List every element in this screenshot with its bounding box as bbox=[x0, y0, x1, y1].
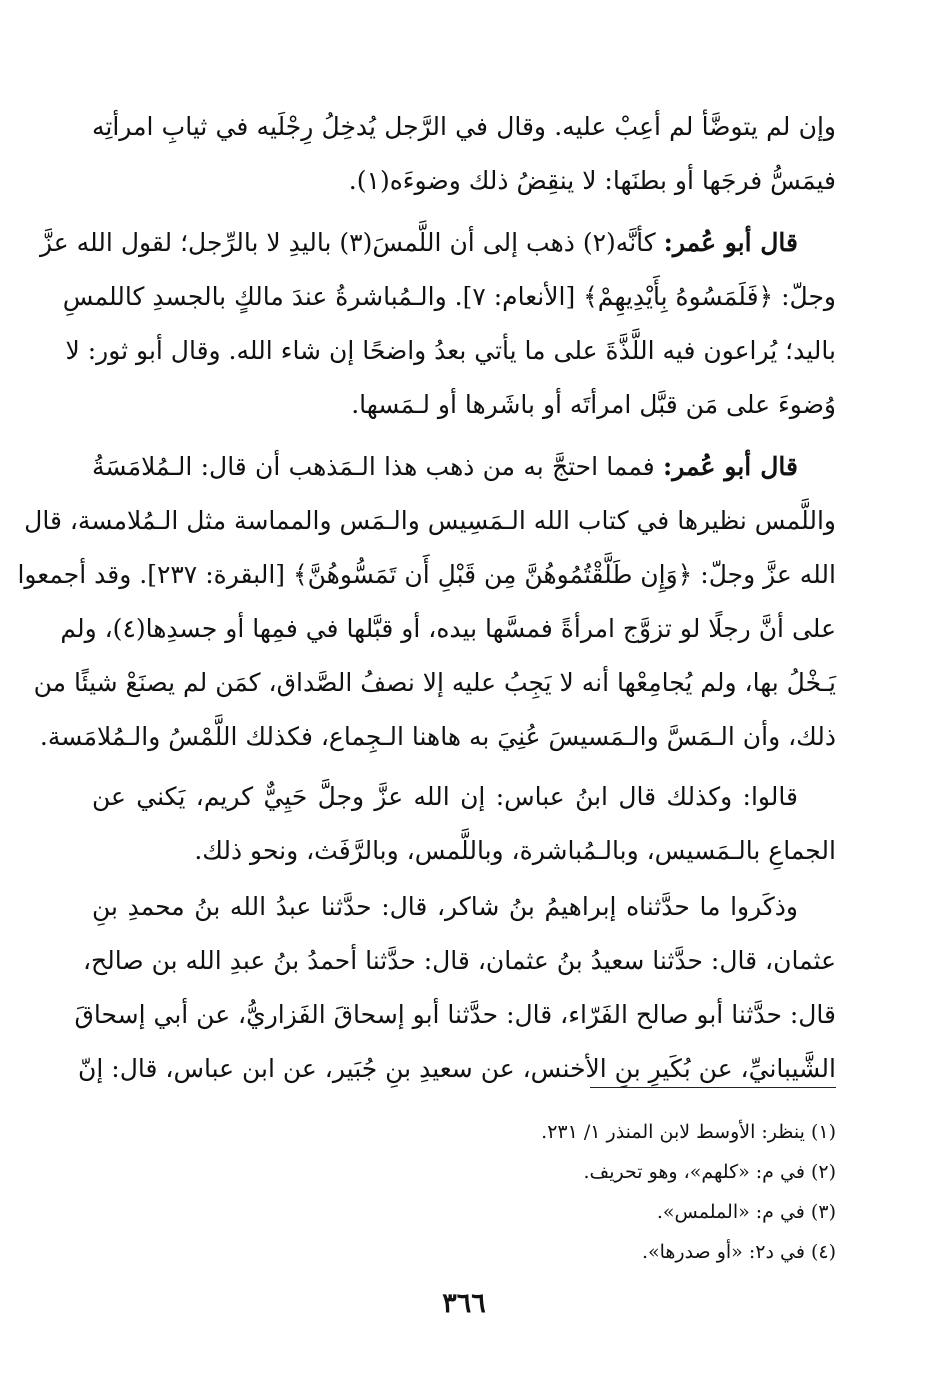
page-number: ٣٦٦ bbox=[442, 1288, 486, 1319]
footnote: (٤) في د٢: «أو صدرها». bbox=[641, 1241, 836, 1263]
text-line bbox=[39, 216, 836, 270]
text-line: الله عزَّ وجلّ: ﴿وَإِن طَلَّقْتُمُوهُنَّ مِن قَبْلِ أَن تَمَسُّوهُنَّ﴾ [البقرة: ٢٣٧]. وقد أجمعوا bbox=[17, 560, 836, 589]
text-line: وإن لم يتوضَّأ لم أعِبْ عليه. وقال في الرَّجل يُدخِلُ رِجْلَيه في ثيابِ امرأتِه bbox=[92, 112, 836, 141]
paragraph bbox=[39, 216, 836, 432]
footnote: (١) ينظر: الأوسط لابن المنذر ١/ ٢٣١. bbox=[541, 1121, 836, 1143]
paragraph bbox=[17, 440, 836, 764]
text-line: ذلك، وأن الـمَسَّ والـمَسيسَ عُنِيَ به هاهنا الـجِماع، فكذلك اللَّمْسُ والـمُلامَسة. bbox=[39, 722, 836, 751]
text-line: قالوا: وكذلك قال ابنُ عباس: إن الله عزَّ وجلَّ حَيِيٌّ كريم، يَكني عن bbox=[92, 782, 798, 811]
paragraph bbox=[92, 100, 836, 208]
text-line: يَـخْلُ بها، ولم يُجامِعْها أنه لا يَجِبُ عليه إلا نصفُ الصَّداق، كمَن لم يصنَعْ شيئًا من bbox=[33, 668, 836, 697]
text-span: كأنَّه(٢) ذهب إلى أن اللَّمسَ(٣) باليدِ لا بالرِّجل؛ لقول الله عزَّ bbox=[39, 228, 656, 257]
bold-lead: قال أبو عُمر: bbox=[663, 452, 798, 481]
paragraph bbox=[92, 770, 836, 878]
text-line: باليد؛ يُراعون فيه اللَّذَّةَ على ما يأتي بعدُ واضحًا إن شاء الله. وقال أبو ثور: لا bbox=[65, 336, 836, 365]
text-line: الجماعِ بالـمَسيس، وبالـمُباشرة، وباللَّمس، وبالرَّفَث، ونحو ذلك. bbox=[194, 836, 836, 865]
text-line: واللَّمس نظيرها في كتاب الله الـمَسِيس والـمَس والمماسة مثل الـمُلامسة، قال bbox=[24, 506, 836, 535]
footnote: (٣) في م: «الملمس». bbox=[656, 1201, 836, 1223]
text-line: وُضوءَ على مَن قبَّل امرأتَه أو باشَرها أو لـمَسها. bbox=[351, 390, 836, 419]
page bbox=[17, 100, 836, 1340]
text-line: عثمان، قال: حدَّثنا سعيدُ بنُ عثمان، قال: حدَّثنا أحمدُ بنُ عبدِ الله بن صالح، bbox=[82, 946, 836, 975]
text-line: فيمَسُّ فرجَها أو بطنَها: لا ينقِضُ ذلك وضوءَه(١). bbox=[348, 166, 836, 195]
footnote-divider bbox=[590, 1087, 836, 1088]
text-line: وذكَروا ما حدَّثناه إبراهيمُ بنُ شاكر، قال: حدَّثنا عبدُ الله بنُ محمدِ بنِ bbox=[92, 892, 798, 921]
text-span: فمما احتجَّ به من ذهب هذا الـمَذهب أن قال: الـمُلامَسَةُ bbox=[92, 452, 655, 481]
text-line: وجلّ: ﴿فَلَمَسُوهُ بِأَيْدِيهِمْ﴾ [الأنعام: ٧]. والـمُباشرةُ عندَ مالكٍ بالجسدِ كاللمسِ bbox=[62, 282, 836, 311]
text-line: على أنَّ رجلًا لو تزوَّج امرأةً فمسَّها بيده، أو قبَّلها في فمِها أو جسدِها(٤)، ولم bbox=[60, 614, 836, 643]
text-line: الشَّيبانيِّ، عن بُكَيرِ بنِ الأخنس، عن سعيدِ بنِ جُبَير، عن ابن عباس، قال: إنّ bbox=[78, 1054, 836, 1083]
paragraph bbox=[74, 880, 836, 1096]
footnote: (٢) في م: «كلهم»، وهو تحريف. bbox=[583, 1161, 836, 1183]
text-line bbox=[92, 440, 836, 494]
text-line: قال: حدَّثنا أبو صالح الفَرّاء، قال: حدَّثنا أبو إسحاقَ الفَزاريُّ، عن أبي إسحاقَ bbox=[74, 1000, 836, 1029]
bold-lead: قال أبو عُمر: bbox=[663, 228, 798, 257]
